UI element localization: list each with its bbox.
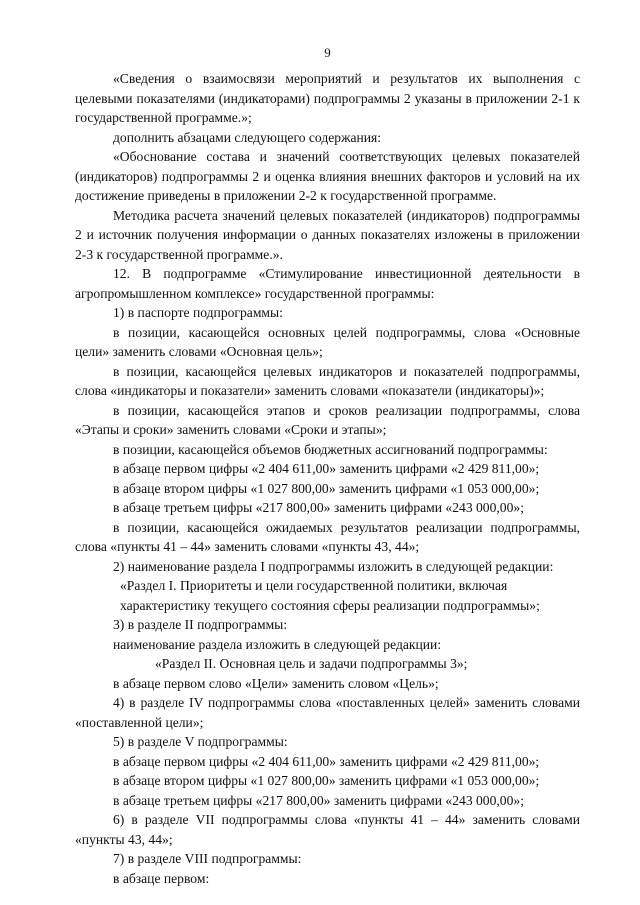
paragraph: 5) в разделе V подпрограммы: xyxy=(113,734,288,749)
paragraph: «Обоснование состава и значений соответствующих целевых показателей (индикаторов) подпрограммы 2 и оценка влияния внешних факторов и условий на их достижение приведены в приложении 2-2 к государственной программе. xyxy=(75,149,580,203)
paragraph: в абзаце первом слово «Цели» заменить словом «Цель»; xyxy=(113,675,439,691)
paragraph: в абзаце первом: xyxy=(113,870,210,886)
paragraph: «Сведения о взаимосвязи мероприятий и результатов их выполнения с целевыми показателями (индикаторами) подпрограммы 2 указаны в приложении 2-1 к государственной программе.»; xyxy=(75,71,580,125)
paragraph: наименование раздела изложить в следующей редакции: xyxy=(113,636,442,652)
section-heading-quote: «Раздел II. Основная цель и задачи подпрограммы 3»; xyxy=(155,656,468,671)
paragraph: в позиции, касающейся этапов и сроков реализации подпрограммы, слова «Этапы и сроки» заменить словами «Сроки и этапы»; xyxy=(75,402,580,437)
paragraph: 2) наименование раздела I подпрограммы изложить в следующей редакции: xyxy=(113,558,554,574)
paragraph: в абзаце втором цифры «1 027 800,00» заменить цифрами «1 053 000,00»; xyxy=(113,480,540,496)
heading-line: характеристику текущего состояния сферы реализации подпрограммы»; xyxy=(120,597,540,613)
paragraph: в позиции, касающейся объемов бюджетных ассигнований подпрограммы: xyxy=(113,441,548,457)
paragraph: в абзаце третьем цифры «217 800,00» заменить цифрами «243 000,00»; xyxy=(113,500,524,515)
paragraph: 1) в паспорте подпрограммы: xyxy=(113,305,283,320)
section-heading-quote xyxy=(75,576,580,615)
paragraph: в абзаце третьем цифры «217 800,00» заменить цифрами «243 000,00»; xyxy=(113,792,524,808)
paragraph: Методика расчета значений целевых показателей (индикаторов) подпрограммы 2 и источник получения информации о данных показателях изложены в приложении 2-3 к государственной программе.». xyxy=(75,207,580,262)
paragraph: 4) в разделе IV подпрограммы слова «поставленных целей» заменить словами «поставленной цели»; xyxy=(75,695,580,730)
paragraph: в позиции, касающейся основных целей подпрограммы, слова «Основные цели» заменить словами «Основная цель»; xyxy=(75,324,580,359)
paragraph: в абзаце первом цифры «2 404 611,00» заменить цифрами «2 429 811,00»; xyxy=(113,753,540,769)
paragraph: в позиции, касающейся ожидаемых результатов реализации подпрограммы, слова «пункты 41 – 44» заменить словами «пункты 43, 44»; xyxy=(75,519,580,554)
paragraph: в абзаце первом цифры «2 404 611,00» заменить цифрами «2 429 811,00»; xyxy=(113,461,540,476)
paragraph: 6) в разделе VII подпрограммы слова «пункты 41 – 44» заменить словами «пункты 43, 44»; xyxy=(75,812,580,847)
paragraph: 3) в разделе II подпрограммы: xyxy=(113,617,288,632)
paragraph: в позиции, касающейся целевых индикаторов и показателей подпрограммы, слова «индикаторы и показатели» заменить словами «показатели (индикаторы)»; xyxy=(75,363,580,398)
paragraph: в абзаце втором цифры «1 027 800,00» заменить цифрами «1 053 000,00»; xyxy=(113,773,540,788)
paragraph: 7) в разделе VIII подпрограммы: xyxy=(113,851,302,866)
paragraph: 12. В подпрограмме «Стимулирование инвестиционной деятельности в агропромышленном комплексе» государственной программы: xyxy=(75,266,580,301)
page-number: 9 xyxy=(324,45,331,60)
heading-line: «Раздел I. Приоритеты и цели государственной политики, включая xyxy=(120,578,508,593)
paragraph: дополнить абзацами следующего содержания: xyxy=(113,129,382,145)
